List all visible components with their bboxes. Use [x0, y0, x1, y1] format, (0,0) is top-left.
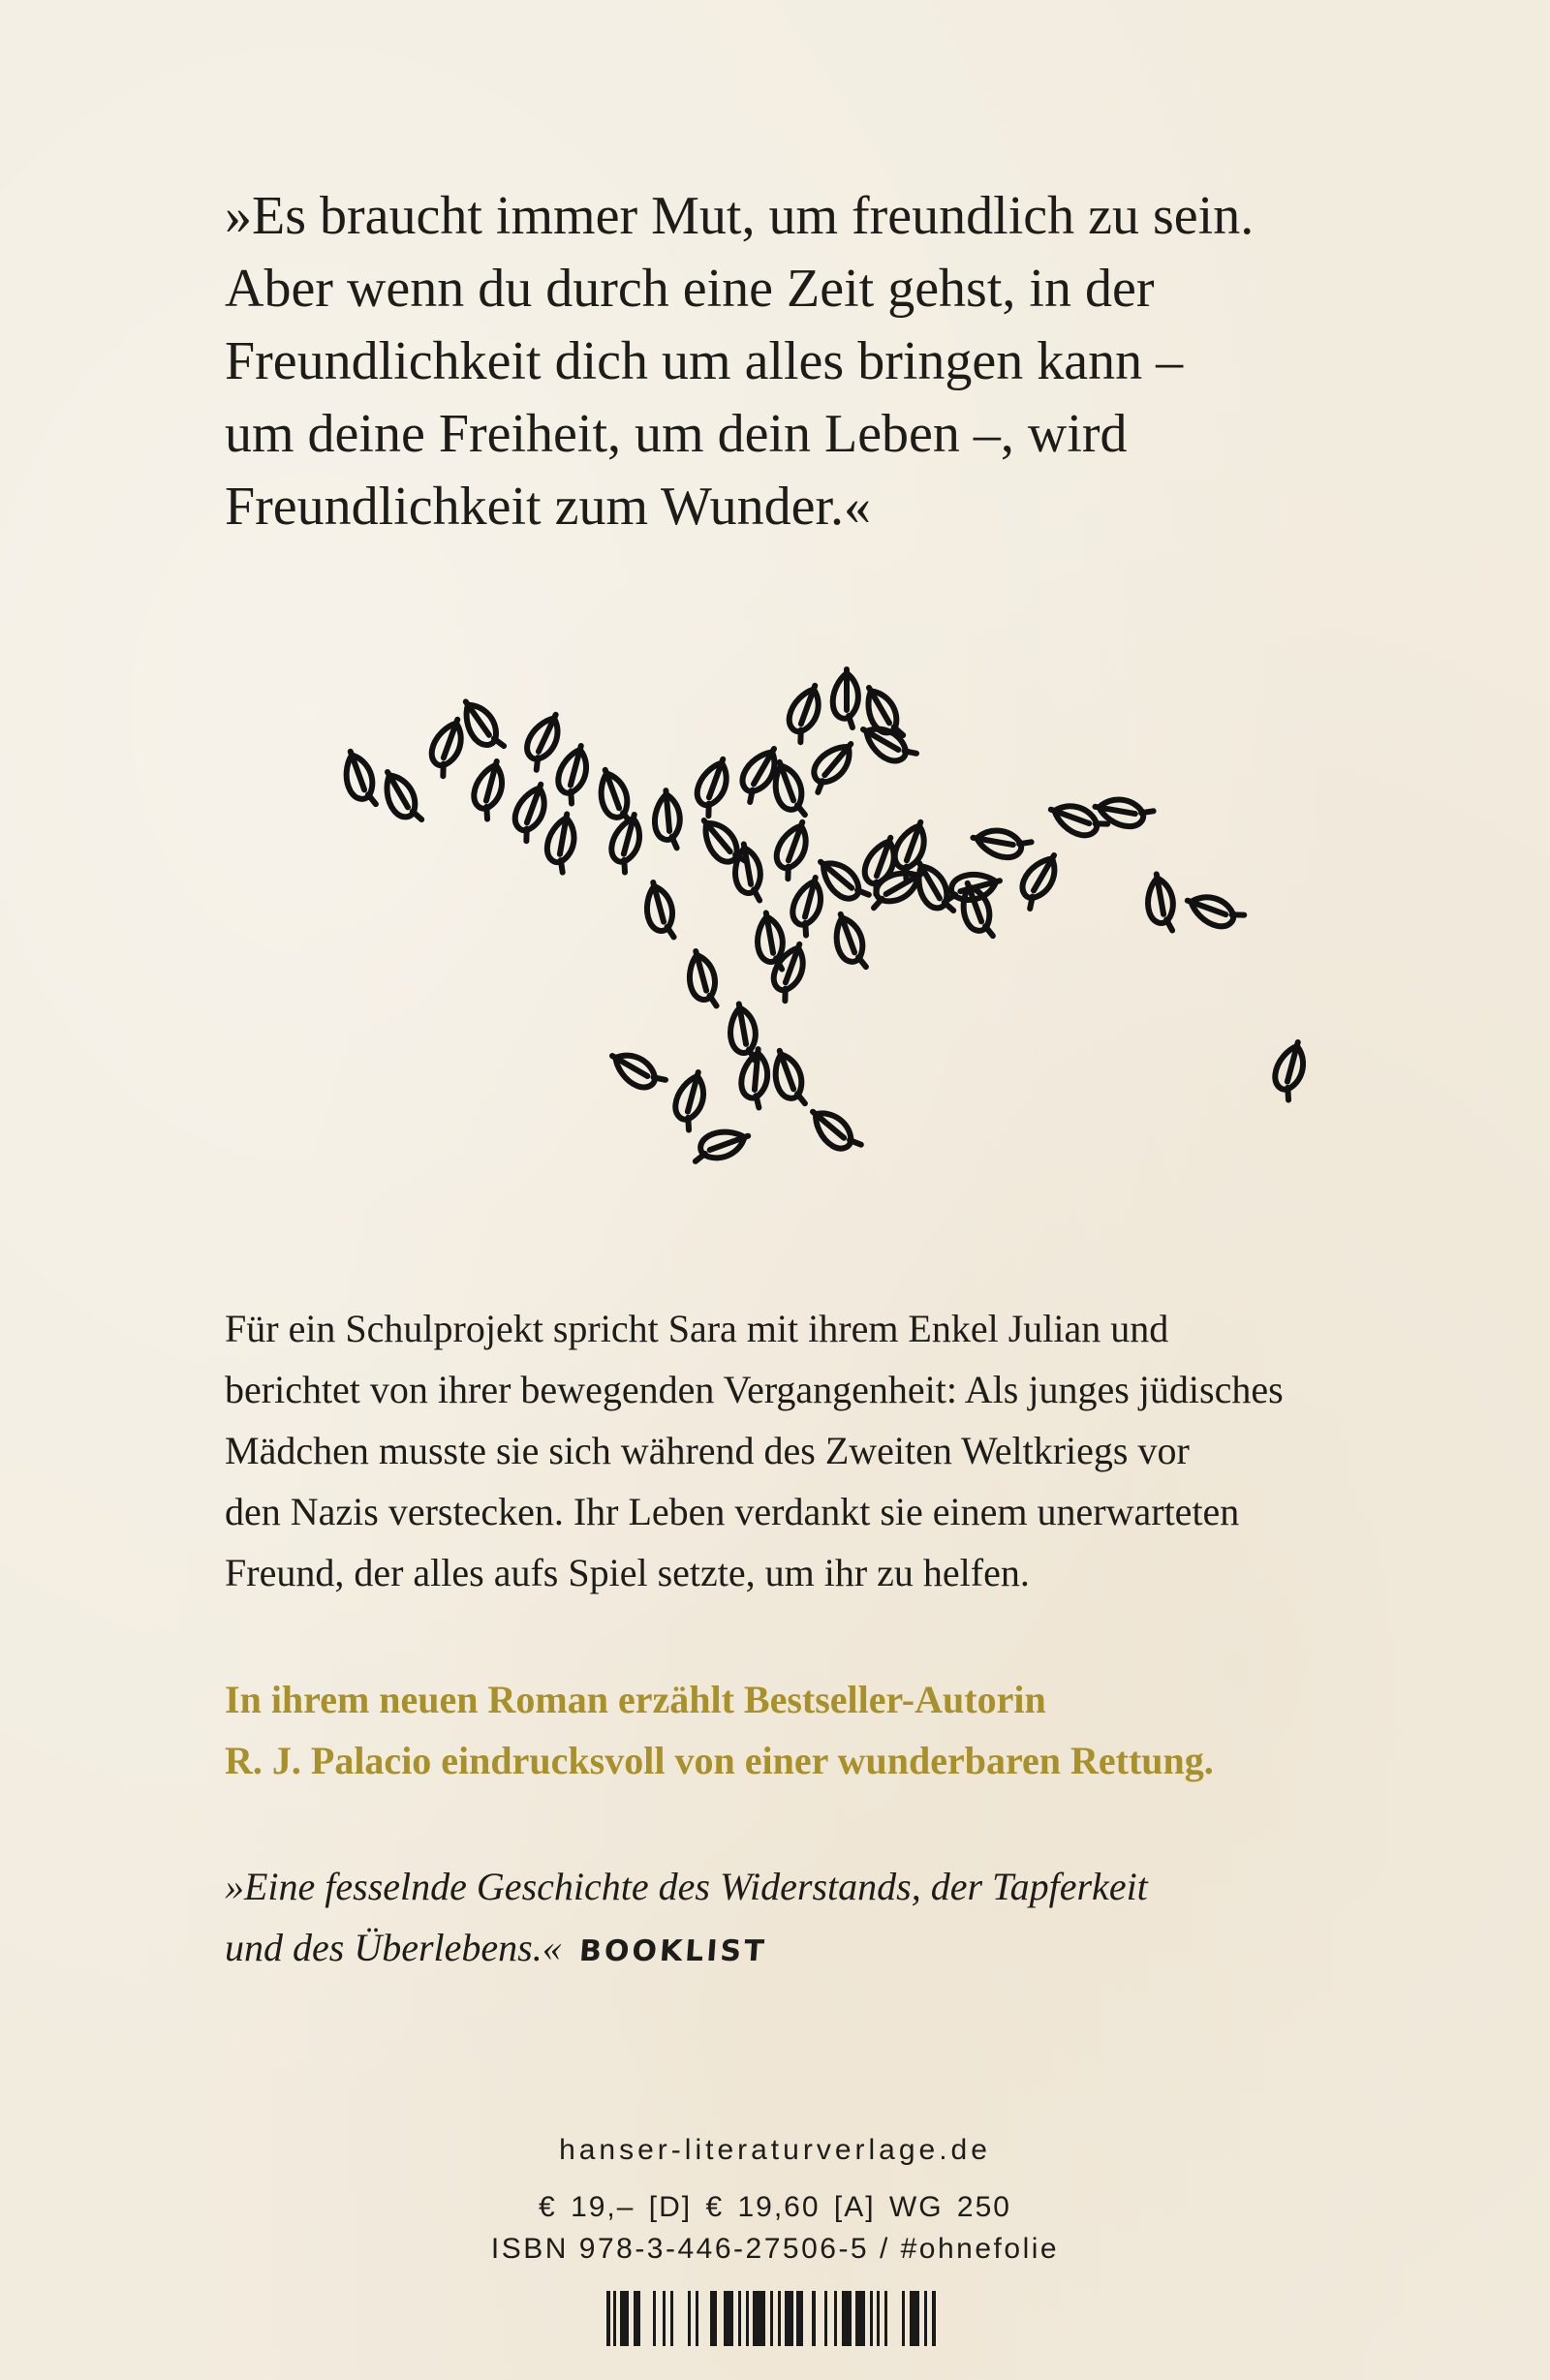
quote-line: Freundlichkeit zum Wunder.«	[225, 477, 872, 537]
blurb-line: berichtet von ihrer bewegenden Vergangenheit: Als junges jüdisches	[225, 1368, 1284, 1411]
blurb-line: Freund, der alles aufs Spiel setzte, um ihr zu helfen.	[225, 1551, 1030, 1594]
publisher-website: hanser-literaturverlage.de	[559, 2134, 991, 2166]
barcode-icon	[606, 2291, 947, 2346]
review-line	[225, 1917, 1484, 1982]
back-cover-quote	[225, 180, 1387, 543]
review-text: und des Überlebens.«	[225, 1926, 562, 1969]
review-quote	[225, 1856, 1484, 1982]
highlight-line: In ihrem neuen Roman erzählt Bestseller-Autorin	[225, 1678, 1046, 1721]
price-info: € 19,– [D] € 19,60 [A] WG 250	[539, 2191, 1011, 2223]
quote-line: »Es braucht immer Mut, um freundlich zu sein.	[225, 186, 1255, 246]
quote-line: Freundlichkeit dich um alles bringen kann –	[225, 331, 1184, 391]
review-line: »Eine fesselnde Geschichte des Widerstands, der Tapferkeit	[225, 1865, 1148, 1908]
isbn-info: ISBN 978-3-446-27506-5 / #ohnefolie	[490, 2233, 1060, 2265]
highlight-line: R. J. Palacio eindrucksvoll von einer wunderbaren Rettung.	[225, 1739, 1214, 1782]
review-source: BOOKLIST	[577, 1934, 768, 1968]
blurb-line: den Nazis verstecken. Ihr Leben verdankt sie einem unerwarteten	[225, 1490, 1240, 1533]
quote-line: um deine Freiheit, um dein Leben –, wird	[225, 404, 1128, 464]
blurb-paragraph	[225, 1298, 1484, 1603]
quote-line: Aber wenn du durch eine Zeit gehst, in der	[225, 259, 1155, 319]
blurb-line: Für ein Schulprojekt spricht Sara mit ihrem Enkel Julian und	[225, 1307, 1169, 1350]
blurb-line: Mädchen musste sie sich während des Zweiten Weltkriegs vor	[225, 1429, 1190, 1472]
author-highlight	[225, 1669, 1484, 1791]
